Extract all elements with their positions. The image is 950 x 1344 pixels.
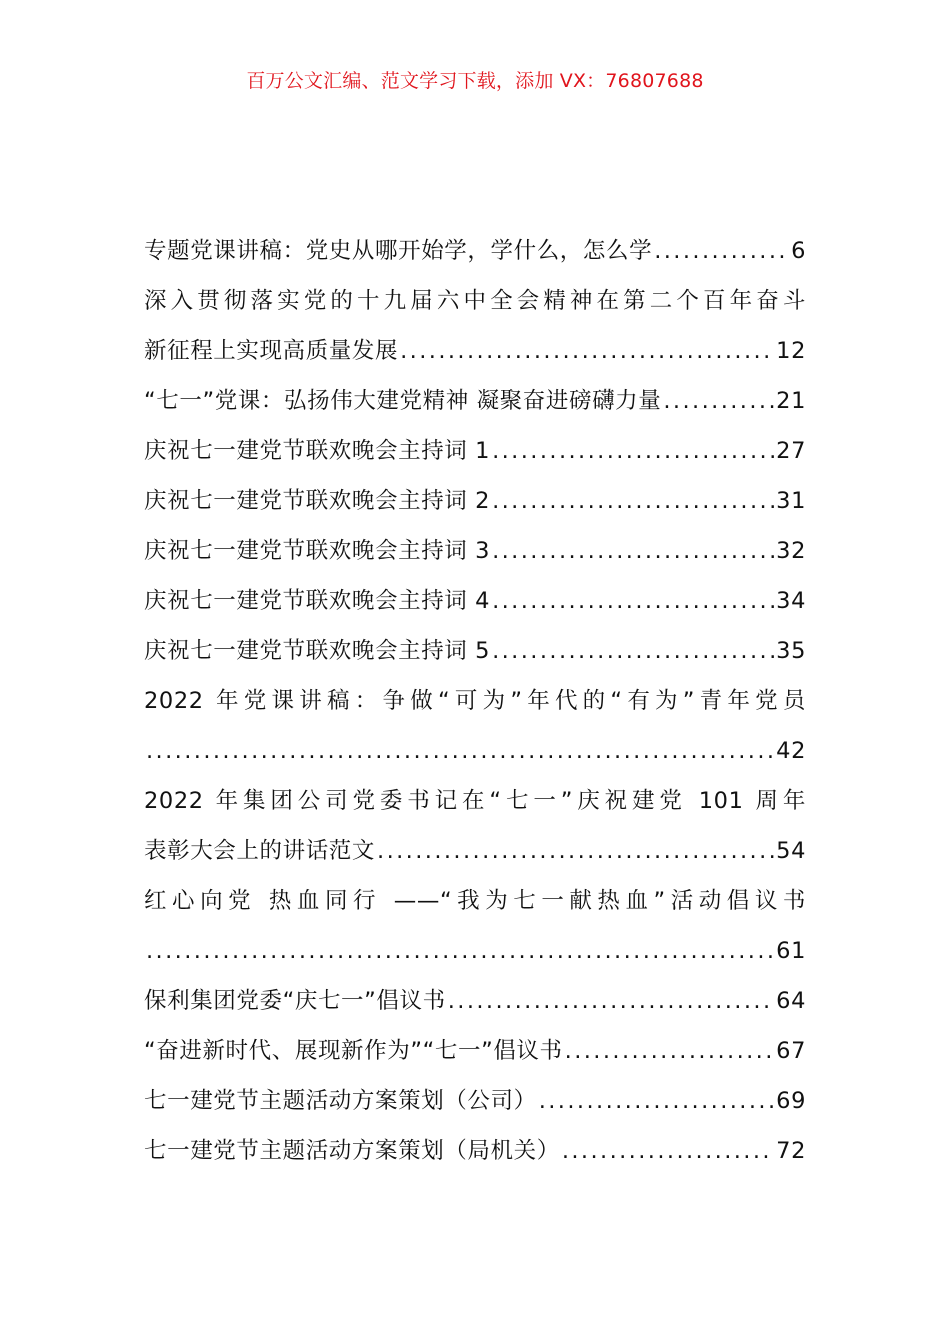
toc-row	[144, 476, 806, 526]
toc-title: “奋进新时代、展现新作为”“七一”倡议书	[144, 1038, 563, 1064]
toc-entry[interactable]	[144, 476, 806, 526]
toc-row	[144, 526, 806, 576]
toc-title: 新征程上实现高质量发展	[144, 338, 399, 364]
toc-page-number: 34	[776, 588, 806, 614]
dot-leader	[492, 476, 774, 526]
toc-title-line: 2022 年党课讲稿：争做“可为”年代的“有为”青年党员	[144, 688, 806, 714]
toc-row	[144, 1026, 806, 1076]
toc-entry[interactable]	[144, 976, 806, 1026]
toc-entry[interactable]	[144, 676, 806, 776]
toc-row	[144, 326, 806, 376]
toc-title: 庆祝七一建党节联欢晚会主持词 1	[144, 438, 491, 464]
toc-page-number: 61	[776, 938, 806, 964]
toc-entry[interactable]	[144, 276, 806, 376]
toc-row	[144, 726, 806, 776]
dot-leader	[562, 1126, 774, 1176]
toc-entry[interactable]	[144, 776, 806, 876]
toc-page-number: 21	[776, 388, 806, 414]
toc-row	[144, 826, 806, 876]
dot-leader	[539, 1076, 774, 1126]
watermark-header: 百万公文汇编、范文学习下载，添加 VX：76807688	[246, 70, 704, 92]
toc-title: 专题党课讲稿：党史从哪开始学，学什么，怎么学	[144, 238, 653, 264]
toc-entry[interactable]	[144, 1026, 806, 1076]
toc-title: 表彰大会上的讲话范文	[144, 838, 376, 864]
toc-title: “七一”党课：弘扬伟大建党精神 凝聚奋进磅礴力量	[144, 388, 662, 414]
dot-leader	[146, 726, 774, 776]
toc-page-number: 69	[776, 1088, 806, 1114]
dot-leader	[400, 326, 774, 376]
toc-page-number: 54	[776, 838, 806, 864]
toc-page-number: 6	[791, 238, 806, 264]
toc-entry[interactable]	[144, 876, 806, 976]
toc-entry[interactable]	[144, 226, 806, 276]
toc-entry[interactable]	[144, 626, 806, 676]
toc-entry[interactable]	[144, 1076, 806, 1126]
toc-entry[interactable]	[144, 376, 806, 426]
toc-page-number: 12	[776, 338, 806, 364]
toc-page-number: 72	[776, 1138, 806, 1164]
toc-page-number: 42	[776, 738, 806, 764]
toc-title-line: 深入贯彻落实党的十九届六中全会精神在第二个百年奋斗	[144, 288, 806, 314]
toc-entry[interactable]	[144, 576, 806, 626]
toc-title: 庆祝七一建党节联欢晚会主持词 4	[144, 588, 491, 614]
toc-title: 七一建党节主题活动方案策划（局机关）	[144, 1138, 560, 1164]
dot-leader	[448, 976, 774, 1026]
dot-leader	[663, 376, 774, 426]
dot-leader	[565, 1026, 775, 1076]
toc-row	[144, 1076, 806, 1126]
toc-page-number: 35	[776, 638, 806, 664]
dot-leader	[146, 926, 774, 976]
dot-leader	[492, 526, 774, 576]
toc-title: 保利集团党委“庆七一”倡议书	[144, 988, 446, 1014]
toc-page-number: 67	[776, 1038, 806, 1064]
toc-row	[144, 426, 806, 476]
dot-leader	[492, 576, 774, 626]
toc-entry[interactable]	[144, 426, 806, 476]
toc-title: 庆祝七一建党节联欢晚会主持词 5	[144, 638, 491, 664]
toc-row	[144, 576, 806, 626]
toc-title: 庆祝七一建党节联欢晚会主持词 3	[144, 538, 491, 564]
toc-title-line: 2022 年集团公司党委书记在“七一”庆祝建党 101 周年	[144, 788, 806, 814]
toc-page-number: 31	[776, 488, 806, 514]
dot-leader	[377, 826, 774, 876]
toc-entry[interactable]	[144, 1126, 806, 1176]
table-of-contents	[144, 226, 806, 1176]
toc-page-number: 27	[776, 438, 806, 464]
dot-leader	[492, 626, 774, 676]
toc-row	[144, 976, 806, 1026]
dot-leader	[654, 226, 789, 276]
toc-row	[144, 626, 806, 676]
dot-leader	[492, 426, 774, 476]
toc-title: 七一建党节主题活动方案策划（公司）	[144, 1088, 537, 1114]
toc-row	[144, 1126, 806, 1176]
toc-page-number: 32	[776, 538, 806, 564]
toc-row	[144, 226, 806, 276]
toc-row	[144, 376, 806, 426]
toc-entry[interactable]	[144, 526, 806, 576]
toc-page-number: 64	[776, 988, 806, 1014]
toc-title: 庆祝七一建党节联欢晚会主持词 2	[144, 488, 491, 514]
toc-row	[144, 926, 806, 976]
toc-title-line: 红心向党 热血同行 ——“我为七一献热血”活动倡议书	[144, 888, 806, 914]
